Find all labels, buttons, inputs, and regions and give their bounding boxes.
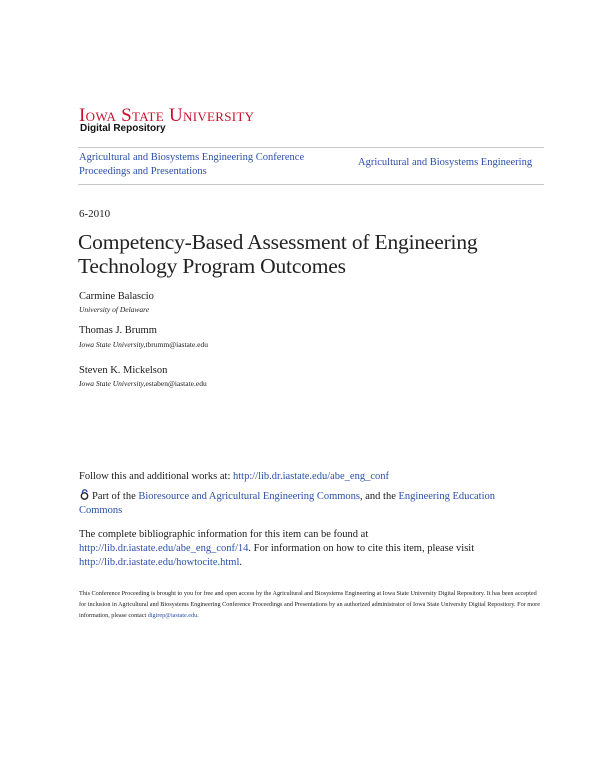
- notice-end: .: [197, 612, 199, 619]
- contact-email-link[interactable]: digirep@iastate.edu: [147, 612, 198, 619]
- affiliation-name: Iowa State University,: [79, 379, 146, 388]
- publication-date: 6-2010: [79, 208, 111, 220]
- department-link[interactable]: Agricultural and Biosystems Engineering: [358, 157, 533, 168]
- cite-prefix: The complete bibliographic information for this item can be found at: [79, 529, 369, 540]
- bioresource-commons-link[interactable]: Bioresource and Agricultural Engineering Commons: [138, 491, 360, 502]
- open-access-icon: [79, 489, 90, 500]
- top-divider: [78, 147, 544, 148]
- author-name: Carmine Balascio: [79, 291, 154, 302]
- item-link[interactable]: http://lib.dr.iastate.edu/abe_eng_conf/14: [79, 543, 249, 554]
- series-divider: [78, 184, 544, 185]
- follow-text: Follow this and additional works at:: [79, 471, 233, 482]
- affiliation-name: University of Delaware: [79, 305, 150, 314]
- university-logo: Iowa State University: [79, 105, 255, 126]
- follow-link[interactable]: http://lib.dr.iastate.edu/abe_eng_conf: [233, 471, 389, 482]
- and-text: , and the: [360, 491, 399, 502]
- repository-name: Digital Repository: [80, 123, 166, 134]
- author-affiliation: [79, 305, 149, 314]
- collection-link[interactable]: Agricultural and Biosystems Engineering Conference Proceedings and Presentations: [79, 152, 305, 177]
- follow-line: [79, 471, 389, 482]
- engineering-education-commons-link[interactable]: Engineering Education Commons: [79, 491, 496, 516]
- article-title: Competency-Based Assessment of Engineering Technology Program Outcomes: [78, 230, 478, 278]
- affiliation-name: Iowa State University,: [79, 340, 146, 349]
- cite-middle: . For information on how to cite this item, please visit: [248, 543, 475, 554]
- author-email: tbrumm@iastate.edu: [145, 340, 208, 349]
- author-name: Thomas J. Brumm: [79, 325, 157, 336]
- author-name: Steven K. Mickelson: [79, 365, 168, 376]
- part-of-prefix: Part of the: [92, 491, 139, 502]
- cite-end: .: [239, 557, 243, 568]
- notice-text: This Conference Proceeding is brought to you for free and open access by the Agricultural and Biosystems Engineering at Iowa State University Digital Repository. It has been accepted for inclusion in Agricultural and Biosystems Engineering Conference Proceedings and Presentations by an authorized administrator of Iowa State University Digital Repository. For more information, please contact: [79, 590, 540, 619]
- author-affiliation: [79, 340, 208, 349]
- citation-info: [79, 528, 539, 570]
- howtocite-link[interactable]: http://lib.dr.iastate.edu/howtocite.html: [79, 557, 240, 568]
- part-of-line: [79, 489, 539, 518]
- author-email: estaben@iastate.edu: [145, 379, 207, 388]
- author-affiliation: [79, 379, 207, 388]
- repository-notice: [79, 588, 544, 621]
